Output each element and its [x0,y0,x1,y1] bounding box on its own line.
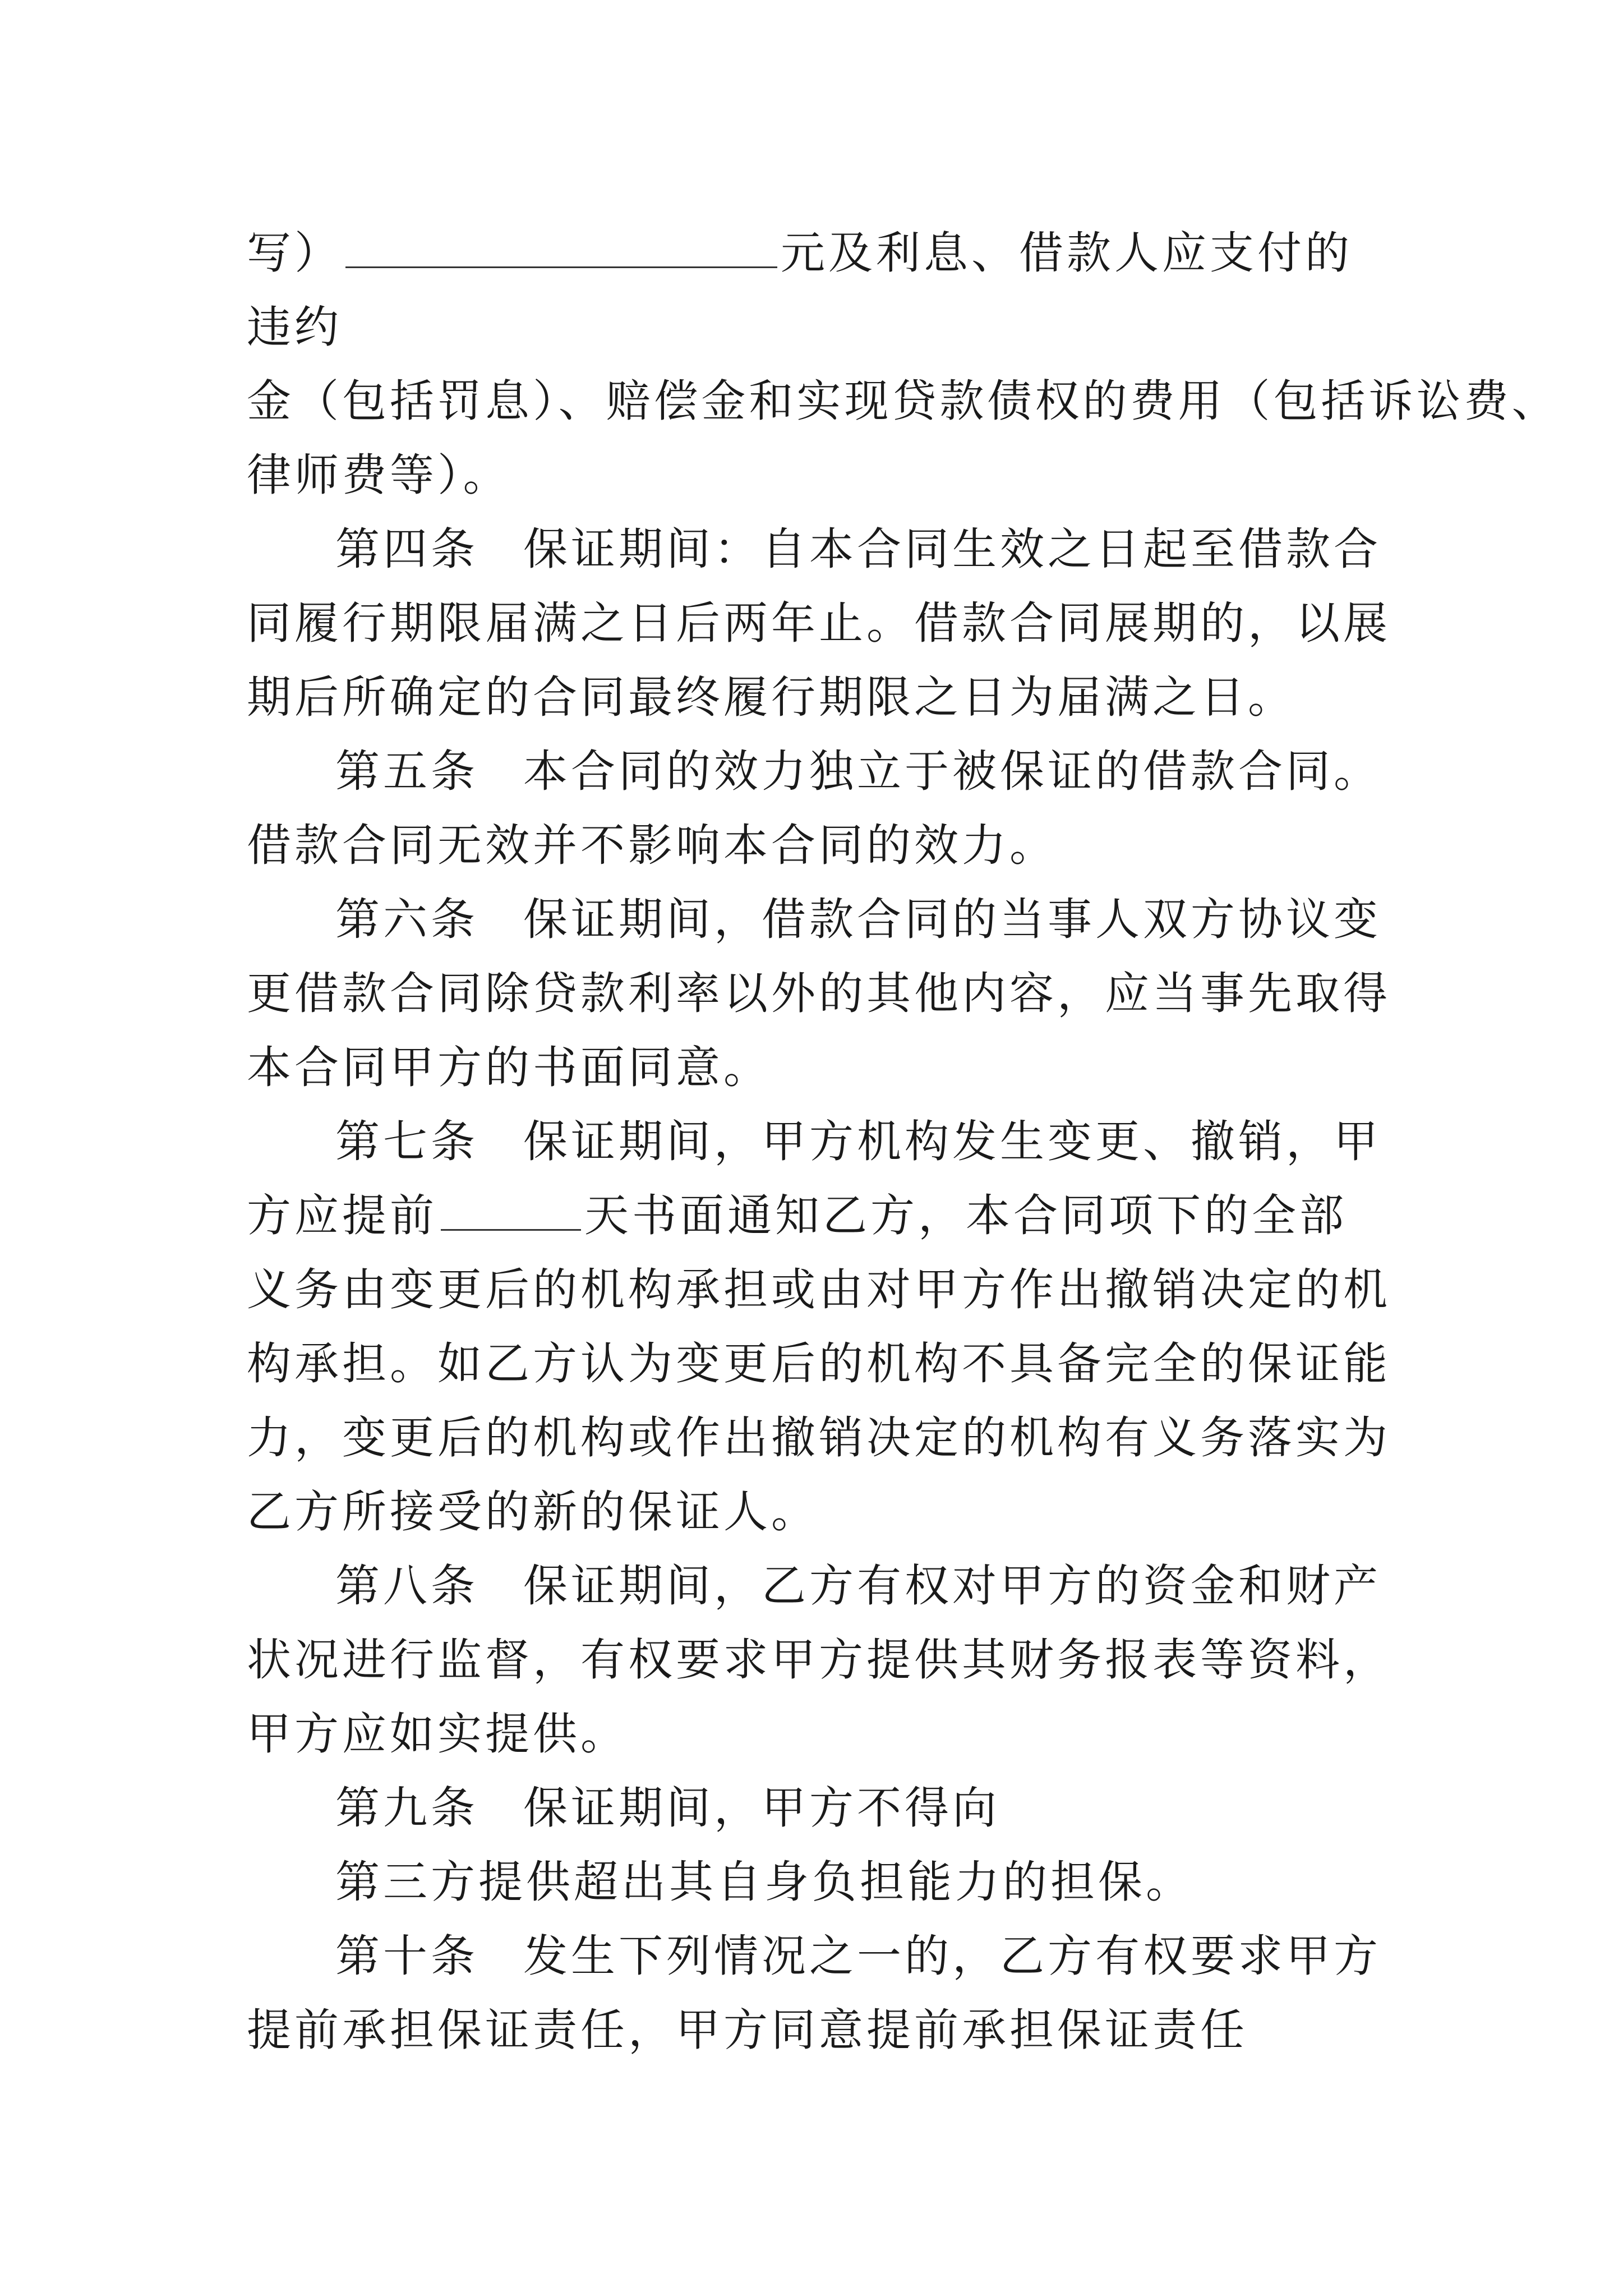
clause-7-label: 第七条 [335,1116,478,1167]
clause-3-line-2: 金（包括罚息）、赔偿金和实现贷款债权的费用（包括诉讼费、 [247,375,1560,427]
clause-4 [247,512,1391,734]
clause-5-text: 本合同的效力独立于被保证的借款合同。借款合同无效并不影响本合同的效力。 [247,746,1381,871]
clause-4-label: 第四条 [335,523,478,575]
clause-7-text-a: 保证期间，甲方机构发生变更、撤销，甲方应提前 [247,1116,1381,1241]
clause-7 [247,1105,1391,1549]
clause-3-text: 元及利息、借款人应支付的违约 [247,227,1353,353]
clause-6-text: 保证期间，借款合同的当事人双方协议变更借款合同除贷款利率以外的其他内容，应当事先取得本合同甲方的书面同意。 [247,894,1391,1093]
clause-10-label: 第十条 [335,1930,478,1982]
clause-9-continued [247,1845,1391,1919]
amount-blank [345,224,777,268]
clause-9-label: 第九条 [335,1782,478,1834]
document-body [247,216,1560,2067]
clause-4-text: 保证期间：自本合同生效之日起至借款合同履行期限届满之日后两年止。借款合同展期的，以展期后所确定的合同最终履行期限之日为届满之日。 [247,523,1391,723]
clause-9-text-2: 第三方提供超出其自身负担能力的担保。 [335,1856,1193,1908]
clause-3-tail [247,216,1560,512]
clause-10 [247,1919,1391,2067]
clause-9 [247,1771,1391,1845]
clause-9-text-1: 保证期间，甲方不得向 [523,1782,1000,1834]
clause-6-label: 第六条 [335,894,478,945]
clause-10-text: 发生下列情况之一的，乙方有权要求甲方提前承担保证责任，甲方同意提前承担保证责任 [247,1930,1381,2056]
clause-7-text-b: 天书面通知乙方，本合同项下的全部义务由变更后的机构承担或由对甲方作出撤销决定的机构承担。如乙方认为变更后的机构不具备完全的保证能力，变更后的机构或作出撤销决定的机构有义务落实为乙方所接受的新的保证人。 [247,1190,1391,1538]
days-blank [441,1187,581,1231]
clause-8-label: 第八条 [335,1560,478,1612]
clause-3-prefix: 写） [247,227,342,279]
clause-5-label: 第五条 [335,746,478,797]
clause-3-line-3: 律师费等）。 [247,449,511,501]
clause-8 [247,1549,1391,1771]
clause-8-text: 保证期间，乙方有权对甲方的资金和财产状况进行监督，有权要求甲方提供其财务报表等资料，甲方应如实提供。 [247,1560,1391,1760]
clause-5 [247,734,1391,882]
clause-6 [247,882,1391,1105]
